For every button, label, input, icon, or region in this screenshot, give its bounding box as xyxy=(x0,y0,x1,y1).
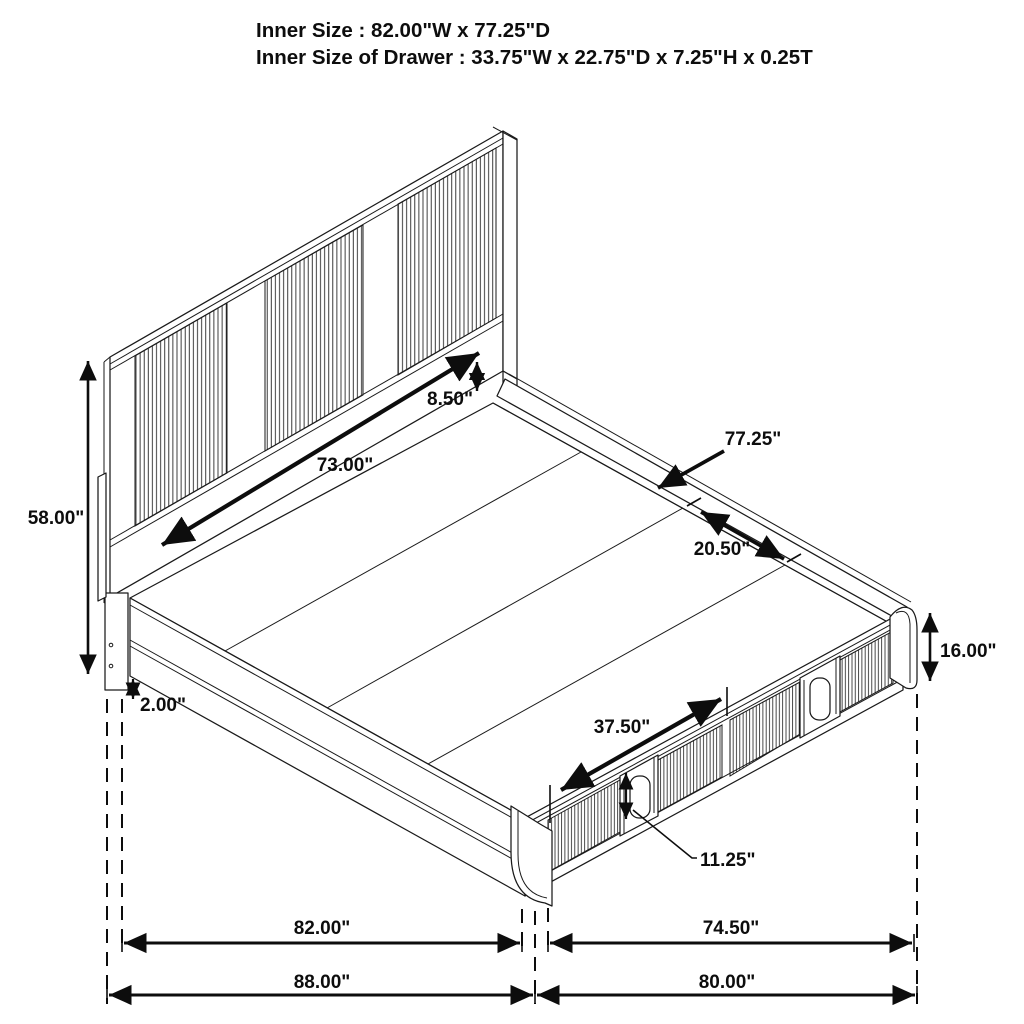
dim-inner-depth xyxy=(658,429,781,488)
dim-label-headboard-height: 58.00" xyxy=(27,508,85,529)
dim-label-inner-width: 82.00" xyxy=(293,918,351,939)
dim-label-headboard-inner-width: 73.00" xyxy=(316,455,374,476)
drawer-handle xyxy=(810,678,830,720)
drawer-handle xyxy=(630,776,650,818)
dim-label-overall-width: 88.00" xyxy=(293,972,351,993)
dim-footboard-height xyxy=(930,613,997,681)
title-line-1: Inner Size : 82.00"W x 77.25"D xyxy=(256,19,551,42)
dim-label-footboard-height: 16.00" xyxy=(940,641,997,662)
corner-post-right xyxy=(890,607,917,688)
title-block xyxy=(256,19,813,69)
dim-footboard-inner-width xyxy=(548,918,914,952)
dim-label-overall-depth: 80.00" xyxy=(698,972,756,993)
dim-label-inner-depth: 77.25" xyxy=(724,429,782,450)
dim-label-headboard-rail-height: 8.50" xyxy=(427,389,473,410)
dim-overall-width xyxy=(107,972,535,1004)
dim-inner-width xyxy=(122,918,522,952)
dim-headboard-height xyxy=(28,361,88,674)
dim-label-drawer-front-width: 37.50" xyxy=(593,717,651,738)
headboard-left-leg xyxy=(105,593,128,690)
dim-label-footboard-inner-width: 74.50" xyxy=(702,918,760,939)
dim-label-deck-board-width: 20.50" xyxy=(693,539,751,560)
dim-label-drawer-front-height: 11.25" xyxy=(700,850,756,871)
dim-overall-depth xyxy=(537,972,917,1004)
title-line-2: Inner Size of Drawer : 33.75"W x 22.75"D x 7.25"H x 0.25T xyxy=(256,46,813,69)
dim-label-floor-clearance: 2.00" xyxy=(140,695,186,716)
